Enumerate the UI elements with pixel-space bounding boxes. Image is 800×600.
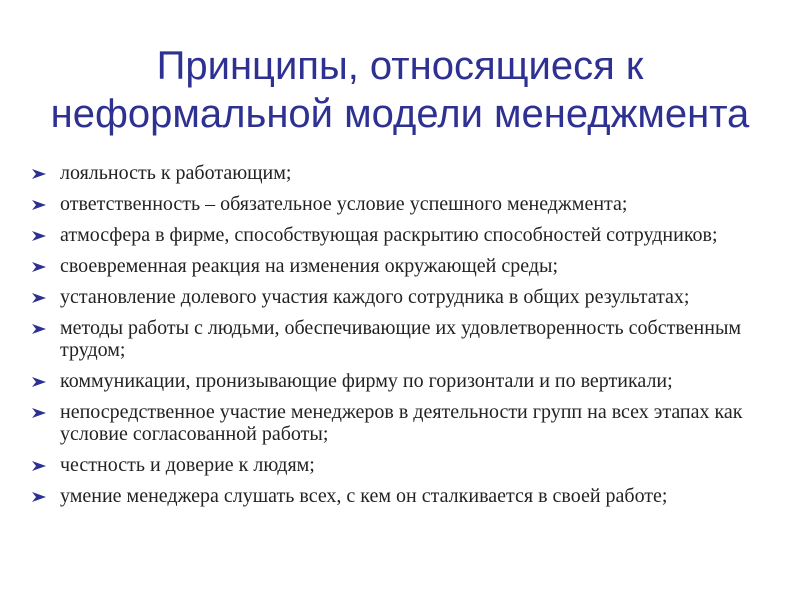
bullet-text: непосредственное участие менеджеров в деятельности групп на всех этапах как условие согласованной работы; — [60, 401, 743, 445]
bullet-text: умение менеджера слушать всех, с кем он сталкивается в своей работе; — [60, 485, 668, 507]
arrowhead-bullet-icon — [32, 169, 46, 179]
arrowhead-bullet-icon — [32, 377, 46, 387]
bullet-text: своевременная реакция на изменения окружающей среды; — [60, 255, 559, 277]
bullet-item — [30, 317, 790, 361]
arrowhead-bullet-icon — [32, 492, 46, 502]
arrowhead-bullet-icon — [32, 262, 46, 272]
arrowhead-bullet-icon — [32, 408, 46, 418]
arrowhead-bullet-icon — [32, 231, 46, 241]
arrowhead-bullet-icon — [32, 461, 46, 471]
arrowhead-bullet-icon — [32, 324, 46, 334]
bullet-item — [30, 286, 790, 308]
bullet-text: установление долевого участия каждого сотрудника в общих результатах; — [60, 286, 690, 308]
slide-title-line-1: Принципы, относящиеся к — [156, 44, 644, 88]
bullet-item — [30, 162, 790, 184]
bullet-item — [30, 193, 790, 215]
bullet-list — [30, 162, 790, 516]
bullet-text: ответственность – обязательное условие успешного менеджмента; — [60, 193, 628, 215]
arrowhead-bullet-icon — [32, 293, 46, 303]
bullet-item — [30, 485, 790, 507]
bullet-text: честность и доверие к людям; — [60, 454, 315, 476]
bullet-text: коммуникации, пронизывающие фирму по горизонтали и по вертикали; — [60, 370, 673, 392]
bullet-item — [30, 454, 790, 476]
slide-title-line-2: неформальной модели менеджмента — [50, 92, 750, 136]
slide-title — [0, 42, 800, 138]
bullet-item — [30, 255, 790, 277]
arrowhead-bullet-icon — [32, 200, 46, 210]
bullet-item — [30, 370, 790, 392]
bullet-text: методы работы с людьми, обеспечивающие их удовлетворенность собственным трудом; — [60, 317, 742, 361]
bullet-text: атмосфера в фирме, способствующая раскрытию способностей сотрудников; — [60, 224, 718, 246]
bullet-text: лояльность к работающим; — [60, 162, 292, 184]
bullet-item — [30, 401, 790, 445]
bullet-item — [30, 224, 790, 246]
